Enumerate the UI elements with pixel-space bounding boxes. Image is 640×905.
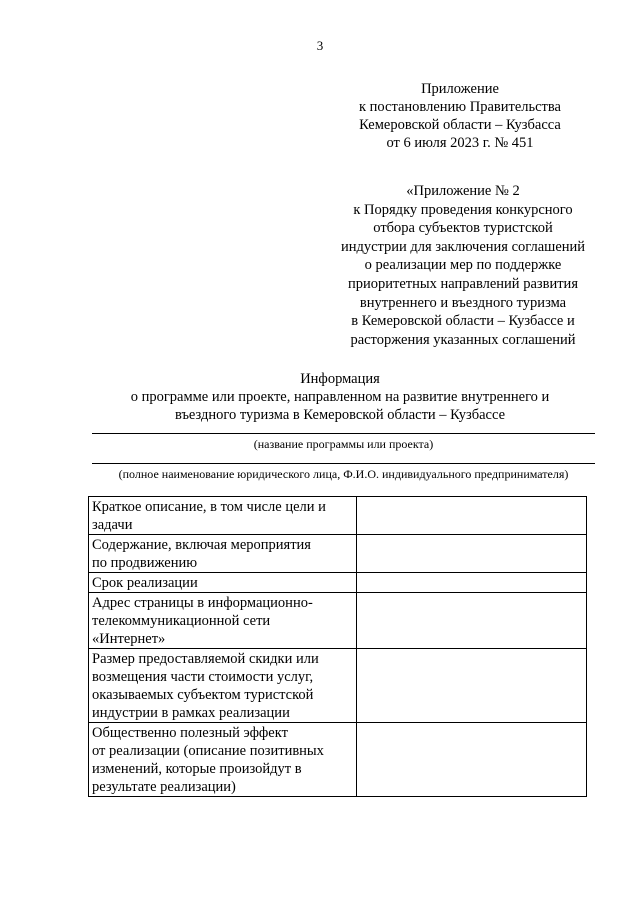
program-name-caption: (название программы или проекта) [253, 437, 434, 451]
row-label-line: Срок реализации [92, 575, 198, 591]
row-value [357, 593, 587, 649]
row-label [89, 573, 357, 593]
row-value [357, 649, 587, 723]
row-value [357, 497, 587, 535]
appendix-2-block [318, 182, 608, 349]
appendix-2-line: к Порядку проведения конкурсного [353, 201, 573, 218]
appendix-2-line: «Приложение № 2 [406, 183, 520, 199]
page-number: 3 [316, 38, 324, 53]
info-title: Информация [300, 371, 380, 387]
appendix-line: к постановлению Правительства [359, 99, 561, 115]
row-label-line: Общественно полезный эффект [92, 725, 288, 741]
row-label [89, 649, 357, 723]
appendix-2-line: в Кемеровской области – Кузбассе и [351, 313, 575, 330]
row-value [357, 535, 587, 573]
appendix-2-line: расторжения указанных соглашений [350, 331, 576, 348]
info-heading [90, 370, 590, 424]
appendix-2-line: приоритетных направлений развития [348, 275, 578, 292]
row-label-line: «Интернет» [92, 631, 166, 647]
row-label-line: от реализации (описание позитивных [92, 743, 324, 759]
appendix-line: Приложение [421, 81, 499, 97]
info-table [88, 496, 587, 797]
appendix-2-line: отбора субъектов туристской [373, 220, 553, 237]
info-subtitle-line: въездного туризма в Кемеровской области – Кузбассе [174, 407, 506, 423]
program-name-line [92, 433, 595, 434]
table-row [89, 723, 587, 797]
entity-name-line [92, 463, 595, 464]
appendix-2-line: внутреннего и въездного туризма [359, 294, 567, 311]
row-value [357, 573, 587, 593]
row-label-line: Адрес страницы в информационно- [92, 595, 313, 611]
entity-name-caption: (полное наименование юридического лица, Ф.И.О. индивидуального предпринимателя) [118, 467, 569, 481]
appendix-line: Кемеровской области – Кузбасса [359, 117, 561, 133]
row-label-line: возмещения части стоимости услуг, [92, 669, 314, 685]
row-label [89, 535, 357, 573]
appendix-block [330, 80, 590, 152]
row-label [89, 593, 357, 649]
row-label-line: изменений, которые произойдут в [92, 761, 302, 777]
row-label-line: Размер предоставляемой скидки или [92, 651, 319, 667]
row-value [357, 723, 587, 797]
table-row [89, 535, 587, 573]
row-label-line: оказываемых субъектом туристской [92, 687, 314, 703]
table-row [89, 573, 587, 593]
table-row [89, 497, 587, 535]
row-label-line: Содержание, включая мероприятия [92, 537, 311, 553]
row-label-line: телекоммуникационной сети [92, 613, 271, 629]
appendix-line: от 6 июля 2023 г. № 451 [386, 135, 534, 151]
appendix-2-line: индустрии для заключения соглашений [340, 238, 586, 255]
appendix-2-line: о реализации мер по поддержке [364, 257, 562, 274]
row-label-line: Краткое описание, в том числе цели и [92, 499, 326, 515]
table-row [89, 649, 587, 723]
info-subtitle-line: о программе или проекте, направленном на развитие внутреннего и [130, 389, 550, 405]
row-label-line: по продвижению [92, 555, 198, 571]
row-label-line: задачи [92, 517, 133, 533]
row-label [89, 723, 357, 797]
row-label-line: индустрии в рамках реализации [92, 705, 290, 721]
table-row [89, 593, 587, 649]
row-label [89, 497, 357, 535]
row-label-line: результате реализации) [92, 779, 236, 795]
